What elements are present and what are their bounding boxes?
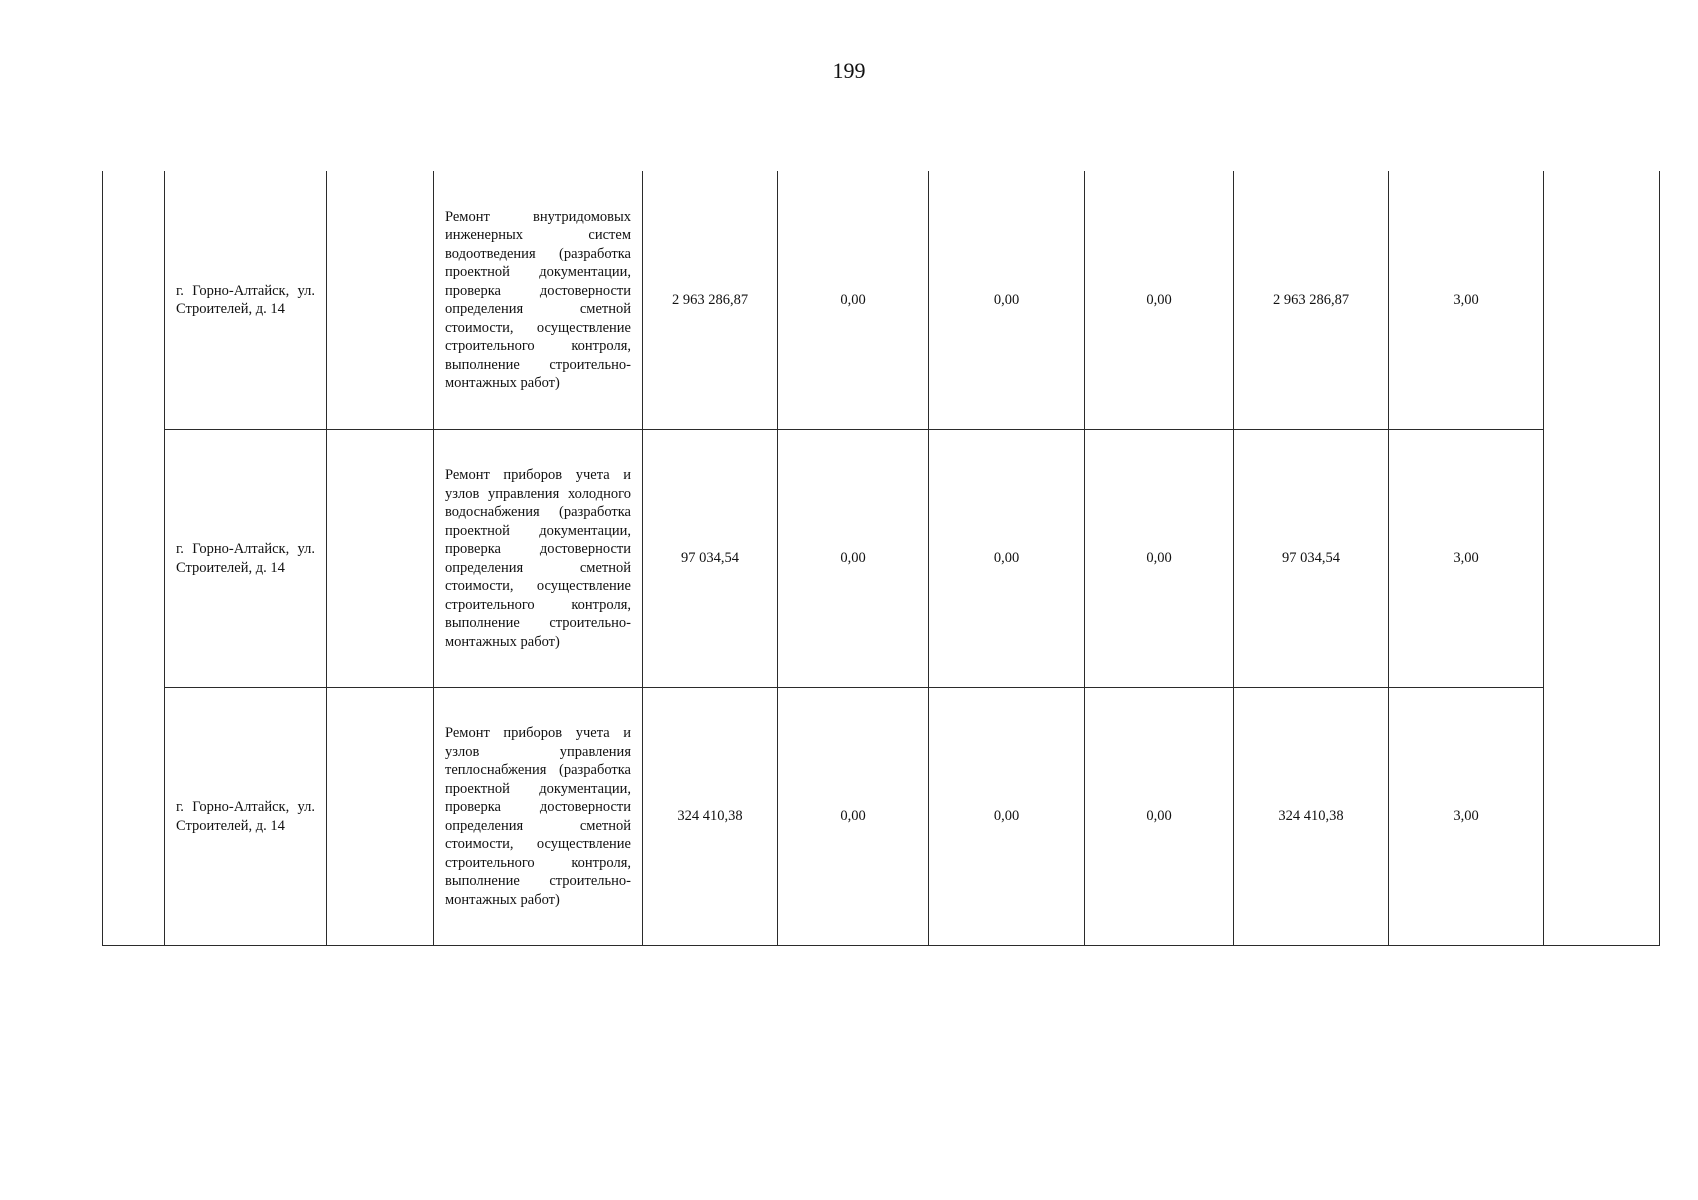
table-row: [434, 430, 642, 687]
table-row: [165, 171, 326, 429]
amount-cell: 0,00: [993, 808, 1020, 825]
work-description-cell: Ремонт приборов учета и узлов управления холодного водоснабжения (разработка проектной документации, проверка достоверности определения сметной стоимости, осуществление строительного контроля, выполнение строительно-монтажных работ): [445, 467, 631, 650]
table-row: [165, 688, 326, 945]
address-cell: г. Горно-Алтайск, ул. Строителей, д. 14: [176, 282, 315, 317]
amount-cell: 0,00: [1146, 808, 1172, 825]
amount-cell: 0,00: [840, 550, 866, 567]
total-cost-cell: 324 410,38: [677, 808, 743, 825]
address-cell: г. Горно-Алтайск, ул. Строителей, д. 14: [176, 799, 315, 834]
table-border-left: [102, 171, 103, 946]
amount-cell: 0,00: [993, 291, 1020, 308]
rate-cell: 3,00: [1453, 291, 1479, 308]
work-description-cell: Ремонт внутридомовых инженерных систем водоотведения (разработка проектной документации, проверка достоверности определения сметной стоимости, осуществление строительного контроля, выполнение строительно-монтажных работ): [445, 208, 631, 391]
total-cost-cell: 2 963 286,87: [671, 291, 749, 308]
works-table: [102, 171, 1660, 946]
amount-cell: 324 410,38: [1278, 808, 1344, 825]
page-number: 199: [832, 58, 866, 83]
work-description-cell: Ремонт приборов учета и узлов управления теплоснабжения (разработка проектной документации, проверка достоверности определения сметной стоимости, осуществление строительного контроля, выполнение строительно-монтажных работ): [445, 725, 631, 908]
rate-cell: 3,00: [1453, 550, 1479, 567]
table-border-bottom: [102, 945, 1660, 946]
total-cost-cell: 97 034,54: [681, 550, 739, 567]
table-row: [434, 171, 642, 429]
table-border-right: [1659, 171, 1660, 946]
address-cell: г. Горно-Алтайск, ул. Строителей, д. 14: [176, 541, 315, 576]
rate-cell: 3,00: [1453, 808, 1479, 825]
amount-cell: 2 963 286,87: [1272, 291, 1350, 308]
amount-cell: 0,00: [993, 550, 1020, 567]
table-row: [165, 430, 326, 687]
amount-cell: 97 034,54: [1282, 550, 1340, 567]
amount-cell: 0,00: [840, 291, 866, 308]
amount-cell: 0,00: [1146, 550, 1172, 567]
amount-cell: 0,00: [840, 808, 866, 825]
amount-cell: 0,00: [1146, 291, 1172, 308]
table-row: [434, 688, 642, 945]
column-divider: [1543, 171, 1544, 946]
column-divider: [326, 171, 327, 946]
